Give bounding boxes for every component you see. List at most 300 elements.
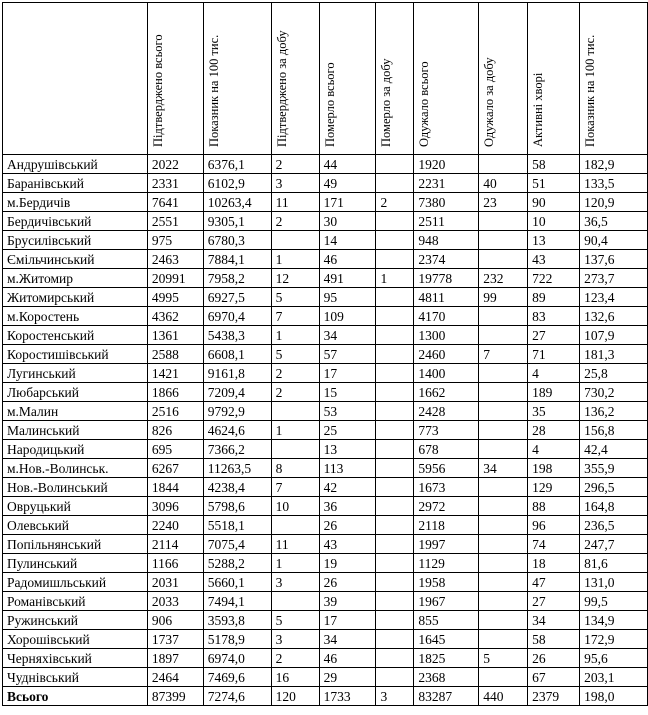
confirmed-daily-cell: 11	[271, 535, 319, 554]
table-row	[3, 383, 648, 402]
recovered-total-cell: 1129	[414, 554, 479, 573]
confirmed-daily-cell	[271, 402, 319, 421]
recovered-daily-cell	[479, 535, 528, 554]
active-rate-cell: 42,4	[580, 440, 648, 459]
table-row	[3, 630, 648, 649]
active-rate-cell: 203,1	[580, 668, 648, 687]
deaths-total-cell: 53	[319, 402, 376, 421]
active-rate-cell: 730,2	[580, 383, 648, 402]
active-rate-cell: 156,8	[580, 421, 648, 440]
rate-per-100k-header-label: Показник на 100 тис.	[206, 34, 221, 147]
active-rate-cell: 90,4	[580, 231, 648, 250]
deaths-total-header-label: Померло всього	[322, 62, 337, 147]
deaths-daily-cell	[376, 383, 414, 402]
confirmed-total-cell: 6267	[147, 459, 203, 478]
confirmed-daily-cell: 5	[271, 611, 319, 630]
recovered-daily-cell	[479, 326, 528, 345]
recovered-total-cell: 2460	[414, 345, 479, 364]
recovered-total-cell: 1645	[414, 630, 479, 649]
table-row	[3, 402, 648, 421]
confirmed-total-cell: 1866	[147, 383, 203, 402]
confirmed-daily-cell: 3	[271, 630, 319, 649]
region-name-cell: м.Малин	[3, 402, 148, 421]
deaths-daily-cell	[376, 478, 414, 497]
rate-per-100k-cell: 4238,4	[203, 478, 271, 497]
recovered-total-cell: 1662	[414, 383, 479, 402]
active-cases-cell: 722	[528, 269, 580, 288]
deaths-daily-cell: 1	[376, 269, 414, 288]
rate-per-100k-cell: 7494,1	[203, 592, 271, 611]
recovered-total-cell: 1400	[414, 364, 479, 383]
active-rate-cell: 36,5	[580, 212, 648, 231]
confirmed-daily-cell: 2	[271, 649, 319, 668]
confirmed-daily-cell: 1	[271, 421, 319, 440]
rate-per-100k-cell: 4624,6	[203, 421, 271, 440]
deaths-total-cell: 19	[319, 554, 376, 573]
confirmed-total-cell: 2588	[147, 345, 203, 364]
deaths-daily-cell	[376, 174, 414, 193]
table-row	[3, 345, 648, 364]
rate-per-100k-cell: 6608,1	[203, 345, 271, 364]
table-row	[3, 269, 648, 288]
rate-per-100k-cell: 5438,3	[203, 326, 271, 345]
region-name-cell: Чуднівський	[3, 668, 148, 687]
recovered-total-cell: 855	[414, 611, 479, 630]
header-row	[3, 3, 648, 155]
confirmed-total-cell: 1737	[147, 630, 203, 649]
rate-per-100k-cell: 6927,5	[203, 288, 271, 307]
confirmed-total-cell: 695	[147, 440, 203, 459]
active-cases-cell: 28	[528, 421, 580, 440]
recovered-daily-header-label: Одужало за добу	[482, 57, 497, 147]
recovered-total-cell: 1920	[414, 155, 479, 174]
confirmed-total-cell: 1844	[147, 478, 203, 497]
deaths-daily-cell: 2	[376, 193, 414, 212]
confirmed-daily-cell: 12	[271, 269, 319, 288]
confirmed-daily-cell: 3	[271, 573, 319, 592]
recovered-total-cell: 2374	[414, 250, 479, 269]
confirmed-daily-cell: 1	[271, 326, 319, 345]
recovered-daily-cell: 23	[479, 193, 528, 212]
table-row	[3, 478, 648, 497]
deaths-daily-cell	[376, 497, 414, 516]
recovered-total-cell: 2118	[414, 516, 479, 535]
rate-per-100k-cell: 7958,2	[203, 269, 271, 288]
deaths-total-cell: 34	[319, 630, 376, 649]
rate-per-100k-cell: 3593,8	[203, 611, 271, 630]
recovered-total-header-label: Одужало всього	[417, 61, 432, 147]
confirmed-total-cell: 2031	[147, 573, 203, 592]
region-name-cell: Ружинський	[3, 611, 148, 630]
recovered-daily-cell	[479, 155, 528, 174]
deaths-daily-cell	[376, 307, 414, 326]
active-rate-per-100k-header	[580, 3, 648, 155]
deaths-daily-cell	[376, 440, 414, 459]
deaths-total-cell: 42	[319, 478, 376, 497]
confirmed-daily-cell: 16	[271, 668, 319, 687]
confirmed-daily-cell: 10	[271, 497, 319, 516]
confirmed-total-cell: 20991	[147, 269, 203, 288]
table-row	[3, 459, 648, 478]
region-name-cell: Попільнянський	[3, 535, 148, 554]
recovered-daily-cell	[479, 497, 528, 516]
deaths-total-cell: 95	[319, 288, 376, 307]
active-cases-header	[528, 3, 580, 155]
recovered-total-cell: 4811	[414, 288, 479, 307]
total-deaths-total-cell: 1733	[319, 687, 376, 706]
confirmed-daily-cell: 1	[271, 250, 319, 269]
region-name-cell: Пулинський	[3, 554, 148, 573]
table-row	[3, 440, 648, 459]
deaths-daily-cell	[376, 345, 414, 364]
rate-per-100k-cell: 6780,3	[203, 231, 271, 250]
active-rate-cell: 95,6	[580, 649, 648, 668]
rate-per-100k-cell: 7469,6	[203, 668, 271, 687]
confirmed-daily-cell: 8	[271, 459, 319, 478]
deaths-total-cell: 39	[319, 592, 376, 611]
table-row	[3, 535, 648, 554]
deaths-daily-cell	[376, 649, 414, 668]
active-rate-cell: 107,9	[580, 326, 648, 345]
deaths-daily-cell	[376, 364, 414, 383]
recovered-total-cell: 678	[414, 440, 479, 459]
deaths-total-cell: 171	[319, 193, 376, 212]
recovered-daily-cell: 232	[479, 269, 528, 288]
total-rate-per-100k-cell: 7274,6	[203, 687, 271, 706]
recovered-daily-cell	[479, 611, 528, 630]
confirmed-total-cell: 2240	[147, 516, 203, 535]
recovered-total-cell: 2511	[414, 212, 479, 231]
confirmed-total-cell: 4362	[147, 307, 203, 326]
rate-per-100k-cell: 6376,1	[203, 155, 271, 174]
confirmed-daily-cell: 7	[271, 478, 319, 497]
deaths-total-cell: 29	[319, 668, 376, 687]
table-row	[3, 649, 648, 668]
active-cases-cell: 74	[528, 535, 580, 554]
confirmed-total-cell: 1897	[147, 649, 203, 668]
confirmed-total-cell: 2463	[147, 250, 203, 269]
active-rate-cell: 355,9	[580, 459, 648, 478]
active-cases-cell: 13	[528, 231, 580, 250]
deaths-daily-cell	[376, 421, 414, 440]
recovered-daily-cell	[479, 364, 528, 383]
confirmed-total-cell: 2331	[147, 174, 203, 193]
rate-per-100k-cell: 5288,2	[203, 554, 271, 573]
recovered-total-cell: 7380	[414, 193, 479, 212]
table-row	[3, 155, 648, 174]
deaths-total-cell: 491	[319, 269, 376, 288]
recovered-total-cell: 5956	[414, 459, 479, 478]
deaths-total-cell: 30	[319, 212, 376, 231]
active-rate-cell: 296,5	[580, 478, 648, 497]
total-deaths-daily-cell: 3	[376, 687, 414, 706]
covid-statistics-table	[2, 2, 648, 706]
region-name-cell: Бердичівський	[3, 212, 148, 231]
region-header	[3, 3, 148, 155]
active-cases-cell: 88	[528, 497, 580, 516]
table-row	[3, 250, 648, 269]
recovered-total-cell: 2972	[414, 497, 479, 516]
active-rate-cell: 136,2	[580, 402, 648, 421]
region-name-cell: Овруцький	[3, 497, 148, 516]
recovered-daily-cell	[479, 402, 528, 421]
recovered-daily-cell	[479, 573, 528, 592]
total-confirmed-total-cell: 87399	[147, 687, 203, 706]
recovered-daily-cell	[479, 383, 528, 402]
deaths-total-cell: 49	[319, 174, 376, 193]
recovered-daily-cell	[479, 250, 528, 269]
table-row	[3, 573, 648, 592]
active-rate-cell: 164,8	[580, 497, 648, 516]
recovered-daily-cell: 7	[479, 345, 528, 364]
recovered-total-cell: 1825	[414, 649, 479, 668]
recovered-daily-cell: 34	[479, 459, 528, 478]
confirmed-total-cell: 2114	[147, 535, 203, 554]
total-region-name-cell: Всього	[3, 687, 148, 706]
recovered-total-cell: 19778	[414, 269, 479, 288]
region-name-cell: Житомирський	[3, 288, 148, 307]
deaths-total-cell: 46	[319, 649, 376, 668]
active-rate-cell: 273,7	[580, 269, 648, 288]
table-row	[3, 307, 648, 326]
deaths-total-cell: 43	[319, 535, 376, 554]
rate-per-100k-cell: 5178,9	[203, 630, 271, 649]
region-name-cell: Радомишльський	[3, 573, 148, 592]
recovered-daily-cell	[479, 307, 528, 326]
region-name-cell: Лугинський	[3, 364, 148, 383]
region-name-cell: Хорошівський	[3, 630, 148, 649]
recovered-total-cell: 1958	[414, 573, 479, 592]
confirmed-daily-cell	[271, 592, 319, 611]
deaths-daily-cell	[376, 402, 414, 421]
table-row	[3, 611, 648, 630]
confirmed-daily-cell	[271, 516, 319, 535]
deaths-total-cell: 57	[319, 345, 376, 364]
active-rate-cell: 181,3	[580, 345, 648, 364]
recovered-total-cell: 2428	[414, 402, 479, 421]
confirmed-total-cell: 2022	[147, 155, 203, 174]
deaths-total-cell: 15	[319, 383, 376, 402]
active-cases-cell: 67	[528, 668, 580, 687]
recovered-daily-cell: 99	[479, 288, 528, 307]
deaths-daily-cell	[376, 554, 414, 573]
active-cases-cell: 43	[528, 250, 580, 269]
recovered-total-cell: 4170	[414, 307, 479, 326]
region-name-cell: м.Бердичів	[3, 193, 148, 212]
rate-per-100k-cell: 5798,6	[203, 497, 271, 516]
rate-per-100k-cell: 7884,1	[203, 250, 271, 269]
region-name-cell: м.Нов.-Волинськ.	[3, 459, 148, 478]
table-row	[3, 288, 648, 307]
active-rate-cell: 81,6	[580, 554, 648, 573]
rate-per-100k-cell: 7366,2	[203, 440, 271, 459]
confirmed-total-cell: 826	[147, 421, 203, 440]
confirmed-total-cell: 1166	[147, 554, 203, 573]
deaths-daily-cell	[376, 573, 414, 592]
total-confirmed-daily-cell: 120	[271, 687, 319, 706]
deaths-total-cell: 46	[319, 250, 376, 269]
active-rate-cell: 123,4	[580, 288, 648, 307]
active-rate-cell: 133,5	[580, 174, 648, 193]
region-name-cell: Любарський	[3, 383, 148, 402]
recovered-total-cell: 1997	[414, 535, 479, 554]
recovered-daily-cell: 5	[479, 649, 528, 668]
deaths-total-cell: 26	[319, 573, 376, 592]
deaths-daily-cell	[376, 459, 414, 478]
recovered-total-cell: 773	[414, 421, 479, 440]
deaths-daily-cell	[376, 611, 414, 630]
recovered-total-header	[414, 3, 479, 155]
confirmed-daily-cell: 2	[271, 383, 319, 402]
deaths-total-cell: 17	[319, 611, 376, 630]
active-cases-cell: 96	[528, 516, 580, 535]
active-rate-cell: 131,0	[580, 573, 648, 592]
recovered-total-cell: 1300	[414, 326, 479, 345]
confirmed-total-cell: 975	[147, 231, 203, 250]
active-cases-cell: 47	[528, 573, 580, 592]
active-rate-cell: 99,5	[580, 592, 648, 611]
deaths-total-cell: 109	[319, 307, 376, 326]
total-recovered-daily-cell: 440	[479, 687, 528, 706]
active-rate-cell: 172,9	[580, 630, 648, 649]
active-cases-cell: 35	[528, 402, 580, 421]
confirmed-total-cell: 2516	[147, 402, 203, 421]
active-cases-cell: 58	[528, 630, 580, 649]
active-cases-cell: 89	[528, 288, 580, 307]
confirmed-daily-header-label: Підтверджено за добу	[274, 30, 289, 147]
active-cases-cell: 27	[528, 326, 580, 345]
active-rate-cell: 25,8	[580, 364, 648, 383]
confirmed-daily-cell: 5	[271, 288, 319, 307]
rate-per-100k-cell: 9161,8	[203, 364, 271, 383]
deaths-daily-cell	[376, 326, 414, 345]
active-rate-cell: 120,9	[580, 193, 648, 212]
active-rate-cell: 236,5	[580, 516, 648, 535]
region-name-cell: Андрушівський	[3, 155, 148, 174]
region-name-cell: Малинський	[3, 421, 148, 440]
recovered-total-cell: 948	[414, 231, 479, 250]
region-name-cell: Ємільчинський	[3, 250, 148, 269]
confirmed-total-cell: 2551	[147, 212, 203, 231]
confirmed-daily-cell: 1	[271, 554, 319, 573]
deaths-daily-cell	[376, 288, 414, 307]
region-name-cell: м.Житомир	[3, 269, 148, 288]
confirmed-daily-cell	[271, 231, 319, 250]
recovered-total-cell: 1673	[414, 478, 479, 497]
rate-per-100k-cell: 6102,9	[203, 174, 271, 193]
total-row	[3, 687, 648, 706]
recovered-daily-cell	[479, 668, 528, 687]
active-cases-cell: 18	[528, 554, 580, 573]
active-rate-per-100k-header-label: Показник на 100 тис.	[583, 34, 598, 147]
region-name-cell: Нов.-Волинський	[3, 478, 148, 497]
recovered-total-cell: 1967	[414, 592, 479, 611]
recovered-daily-header	[479, 3, 528, 155]
active-rate-cell: 134,9	[580, 611, 648, 630]
recovered-total-cell: 2231	[414, 174, 479, 193]
rate-per-100k-cell: 9305,1	[203, 212, 271, 231]
table-row	[3, 212, 648, 231]
rate-per-100k-cell: 7075,4	[203, 535, 271, 554]
active-cases-cell: 27	[528, 592, 580, 611]
region-name-cell: м.Коростень	[3, 307, 148, 326]
confirmed-total-header-label: Підтверджено всього	[150, 34, 165, 147]
deaths-daily-cell	[376, 668, 414, 687]
confirmed-daily-cell: 2	[271, 212, 319, 231]
confirmed-daily-cell: 2	[271, 364, 319, 383]
region-name-cell: Черняхівський	[3, 649, 148, 668]
recovered-total-cell: 2368	[414, 668, 479, 687]
deaths-total-cell: 25	[319, 421, 376, 440]
deaths-total-cell: 17	[319, 364, 376, 383]
region-name-cell: Романівський	[3, 592, 148, 611]
rate-per-100k-cell: 11263,5	[203, 459, 271, 478]
rate-per-100k-cell: 6974,0	[203, 649, 271, 668]
recovered-daily-cell	[479, 421, 528, 440]
region-name-cell: Олевський	[3, 516, 148, 535]
table-row	[3, 193, 648, 212]
deaths-daily-cell	[376, 212, 414, 231]
rate-per-100k-cell: 5518,1	[203, 516, 271, 535]
deaths-daily-cell	[376, 155, 414, 174]
active-cases-cell: 58	[528, 155, 580, 174]
active-cases-cell: 51	[528, 174, 580, 193]
region-name-cell: Брусилівський	[3, 231, 148, 250]
active-cases-cell: 4	[528, 364, 580, 383]
recovered-daily-cell: 40	[479, 174, 528, 193]
recovered-daily-cell	[479, 592, 528, 611]
total-active-cases-cell: 2379	[528, 687, 580, 706]
deaths-daily-cell	[376, 231, 414, 250]
recovered-daily-cell	[479, 554, 528, 573]
table-row	[3, 497, 648, 516]
confirmed-total-cell: 2464	[147, 668, 203, 687]
table-row	[3, 174, 648, 193]
active-cases-cell: 189	[528, 383, 580, 402]
active-cases-cell: 26	[528, 649, 580, 668]
deaths-total-cell: 113	[319, 459, 376, 478]
region-name-cell: Народицький	[3, 440, 148, 459]
recovered-daily-cell	[479, 630, 528, 649]
deaths-daily-cell	[376, 630, 414, 649]
deaths-total-cell: 36	[319, 497, 376, 516]
confirmed-total-cell: 3096	[147, 497, 203, 516]
deaths-daily-header	[376, 3, 414, 155]
table-row	[3, 516, 648, 535]
rate-per-100k-cell: 10263,4	[203, 193, 271, 212]
confirmed-daily-cell: 5	[271, 345, 319, 364]
active-cases-cell: 10	[528, 212, 580, 231]
region-name-cell: Баранівський	[3, 174, 148, 193]
deaths-daily-cell	[376, 516, 414, 535]
total-recovered-total-cell: 83287	[414, 687, 479, 706]
recovered-daily-cell	[479, 478, 528, 497]
table-row	[3, 326, 648, 345]
table-row	[3, 421, 648, 440]
confirmed-total-cell: 7641	[147, 193, 203, 212]
table-body	[3, 155, 648, 706]
active-rate-cell: 247,7	[580, 535, 648, 554]
table-row	[3, 231, 648, 250]
confirmed-total-cell: 1361	[147, 326, 203, 345]
region-name-cell: Коростишівський	[3, 345, 148, 364]
deaths-total-cell: 13	[319, 440, 376, 459]
rate-per-100k-cell: 9792,9	[203, 402, 271, 421]
confirmed-total-header	[147, 3, 203, 155]
active-cases-cell: 71	[528, 345, 580, 364]
active-cases-cell: 198	[528, 459, 580, 478]
table-row	[3, 668, 648, 687]
